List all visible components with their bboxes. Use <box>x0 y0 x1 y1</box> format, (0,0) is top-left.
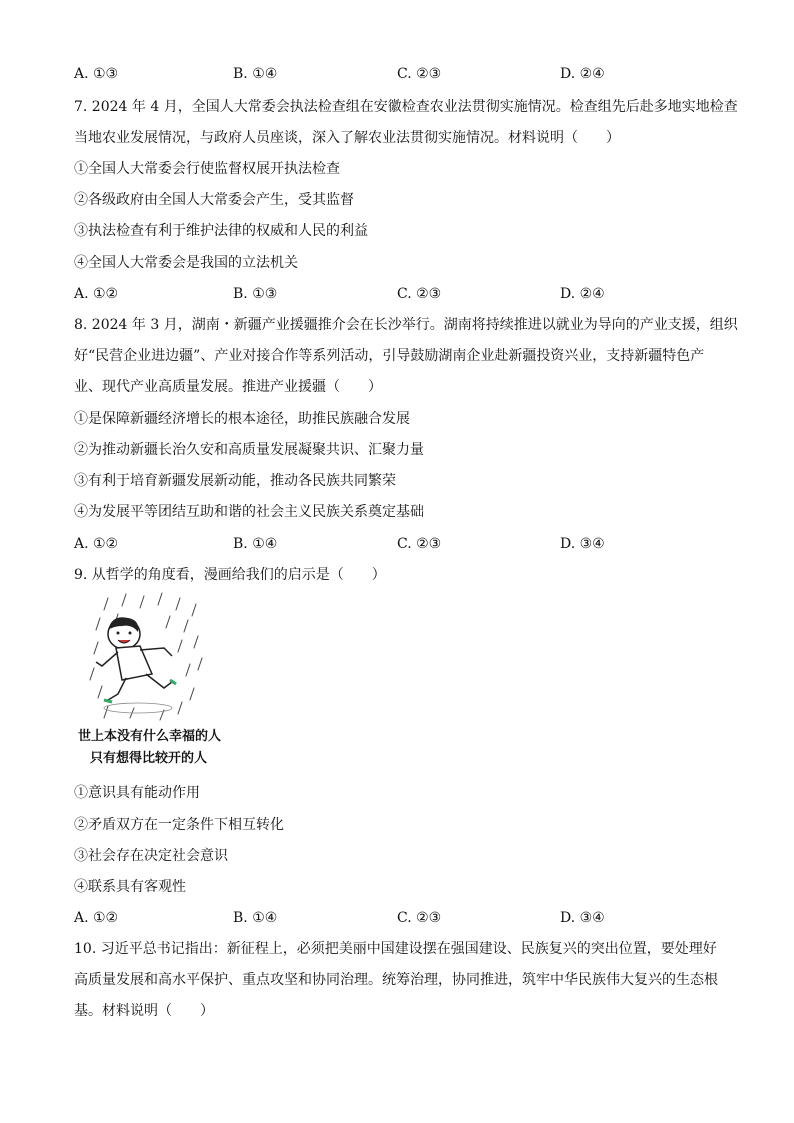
q8-option-d[interactable]: D. ③④ <box>560 536 605 552</box>
q7-statement-2: ②各级政府由全国人大常委会产生，受其监督 <box>74 192 354 208</box>
q8-stem-line-3: 业、现代产业高质量发展。推进产业援疆（ ） <box>74 379 382 395</box>
q8-statement-1: ①是保障新疆经济增长的根本途径，助推民族融合发展 <box>74 411 410 427</box>
q7-option-b[interactable]: B. ①③ <box>233 286 278 302</box>
q9-statement-2: ②矛盾双方在一定条件下相互转化 <box>74 817 284 833</box>
q6-option-d[interactable]: D. ②④ <box>560 66 605 82</box>
q8-stem-line-1: 8. 2024 年 3 月，湖南・新疆产业援疆推介会在长沙举行。湖南将持续推进以就业为导向的产业支援，组织 <box>74 317 738 333</box>
q9-option-c[interactable]: C. ②③ <box>397 910 442 926</box>
q9-option-d[interactable]: D. ③④ <box>560 910 605 926</box>
q9-option-b[interactable]: B. ①④ <box>233 910 278 926</box>
q7-stem-line-1: 7. 2024 年 4 月，全国人大常委会执法检查组在安徽检查农业法贯彻实施情况。检查组先后赴多地实地检查 <box>74 99 738 115</box>
cartoon-caption-line-1: 世上本没有什么幸福的人 <box>78 729 222 744</box>
q7-option-c[interactable]: C. ②③ <box>397 286 442 302</box>
q9-statement-3: ③社会存在决定社会意识 <box>74 848 228 864</box>
q6-option-a[interactable]: A. ①③ <box>74 66 119 82</box>
q6-options <box>74 64 734 84</box>
q8-statement-4: ④为发展平等团结互助和谐的社会主义民族关系奠定基础 <box>74 504 424 520</box>
q9-options <box>74 908 734 928</box>
q7-options <box>74 284 734 304</box>
q10-stem-line-2: 高质量发展和高水平保护、重点攻坚和协同治理。统筹治理，协同推进，筑牢中华民族伟大复兴的生态根 <box>74 972 718 988</box>
q10-stem-line-1: 10. 习近平总书记指出：新征程上，必须把美丽中国建设摆在强国建设、民族复兴的突出位置，要处理好 <box>74 941 717 957</box>
cartoon-caption-line-2: 只有想得比较开的人 <box>90 751 208 766</box>
q8-statement-2: ②为推动新疆长治久安和高质量发展凝聚共识、汇聚力量 <box>74 442 424 458</box>
q9-stem: 9. 从哲学的角度看，漫画给我们的启示是（ ） <box>74 567 386 583</box>
q10-stem-line-3: 基。材料说明（ ） <box>74 1003 214 1019</box>
q7-statement-1: ①全国人大常委会行使监督权展开执法检查 <box>74 161 340 177</box>
q7-statement-3: ③执法检查有利于维护法律的权威和人民的利益 <box>74 223 368 239</box>
q9-option-a[interactable]: A. ①② <box>74 910 119 926</box>
q8-statement-3: ③有利于培育新疆发展新动能，推动各民族共同繁荣 <box>74 473 396 489</box>
cartoon-caption <box>78 726 221 770</box>
q8-option-a[interactable]: A. ①② <box>74 536 119 552</box>
q9-statement-4: ④联系具有客观性 <box>74 879 186 895</box>
q8-options <box>74 534 734 554</box>
q7-option-a[interactable]: A. ①② <box>74 286 119 302</box>
q6-option-b[interactable]: B. ①④ <box>233 66 278 82</box>
q6-option-c[interactable]: C. ②③ <box>397 66 442 82</box>
q8-option-b[interactable]: B. ①④ <box>233 536 278 552</box>
q8-stem-line-2: 好“民营企业进边疆”、产业对接合作等系列活动，引导鼓励湖南企业赴新疆投资兴业，支持新疆特色产 <box>74 348 705 364</box>
q7-statement-4: ④全国人大常委会是我国的立法机关 <box>74 255 298 271</box>
q7-option-d[interactable]: D. ②④ <box>560 286 605 302</box>
q8-option-c[interactable]: C. ②③ <box>397 536 442 552</box>
q7-stem-line-2: 当地农业发展情况，与政府人员座谈，深入了解农业法贯彻实施情况。材料说明（ ） <box>74 130 620 146</box>
q9-statement-1: ①意识具有能动作用 <box>74 785 200 801</box>
